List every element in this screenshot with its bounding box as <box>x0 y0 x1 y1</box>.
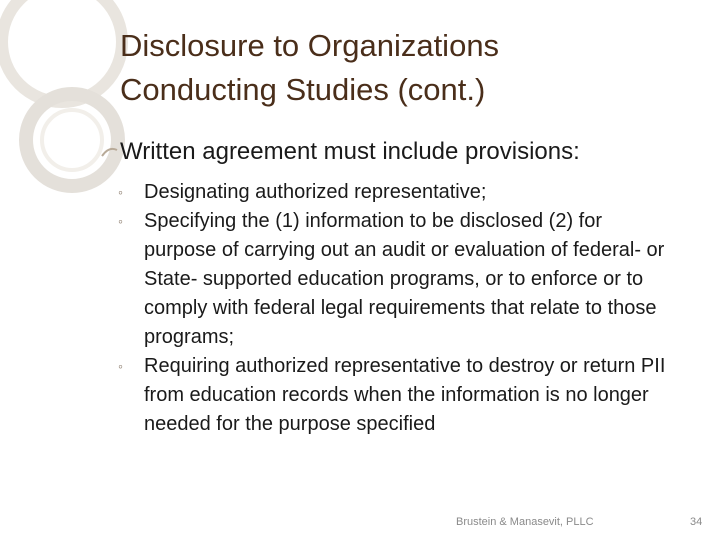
sub-bullet-marker-icon: ◦ <box>118 358 123 374</box>
sub-bullet-item <box>118 352 678 439</box>
page-number: 34 <box>690 516 703 528</box>
slide-title <box>120 24 680 112</box>
title-line-2: Conducting Studies (cont.) <box>120 72 486 107</box>
sub-bullet-item <box>118 207 678 352</box>
main-bullet-text: Written agreement must include provisions: <box>120 138 580 165</box>
main-bullet <box>100 136 700 168</box>
sub-bullet-marker-icon: ◦ <box>118 213 123 229</box>
sub-bullet-text: Requiring authorized representative to destroy or return PII from education records when the information is no longer needed for the purpose specified <box>144 355 666 435</box>
sub-bullet-text: Designating authorized representative; <box>144 181 487 203</box>
sub-bullet-marker-icon: ◦ <box>118 184 123 200</box>
footer-text: Brustein & Manasevit, PLLC <box>456 516 594 528</box>
sub-bullet-item <box>118 178 678 207</box>
title-line-1: Disclosure to Organizations <box>120 28 500 63</box>
sub-bullet-list <box>118 178 678 439</box>
decorative-ring-top <box>2 0 122 102</box>
bullet-marker-icon <box>100 136 120 168</box>
sub-bullet-text: Specifying the (1) information to be disclosed (2) for purpose of carrying out an audit or evaluation of federal- or State- supported education programs, or to enforce or to comply with federal legal requirements that relate to those programs; <box>144 210 665 348</box>
decorative-ring-inner <box>42 110 102 170</box>
